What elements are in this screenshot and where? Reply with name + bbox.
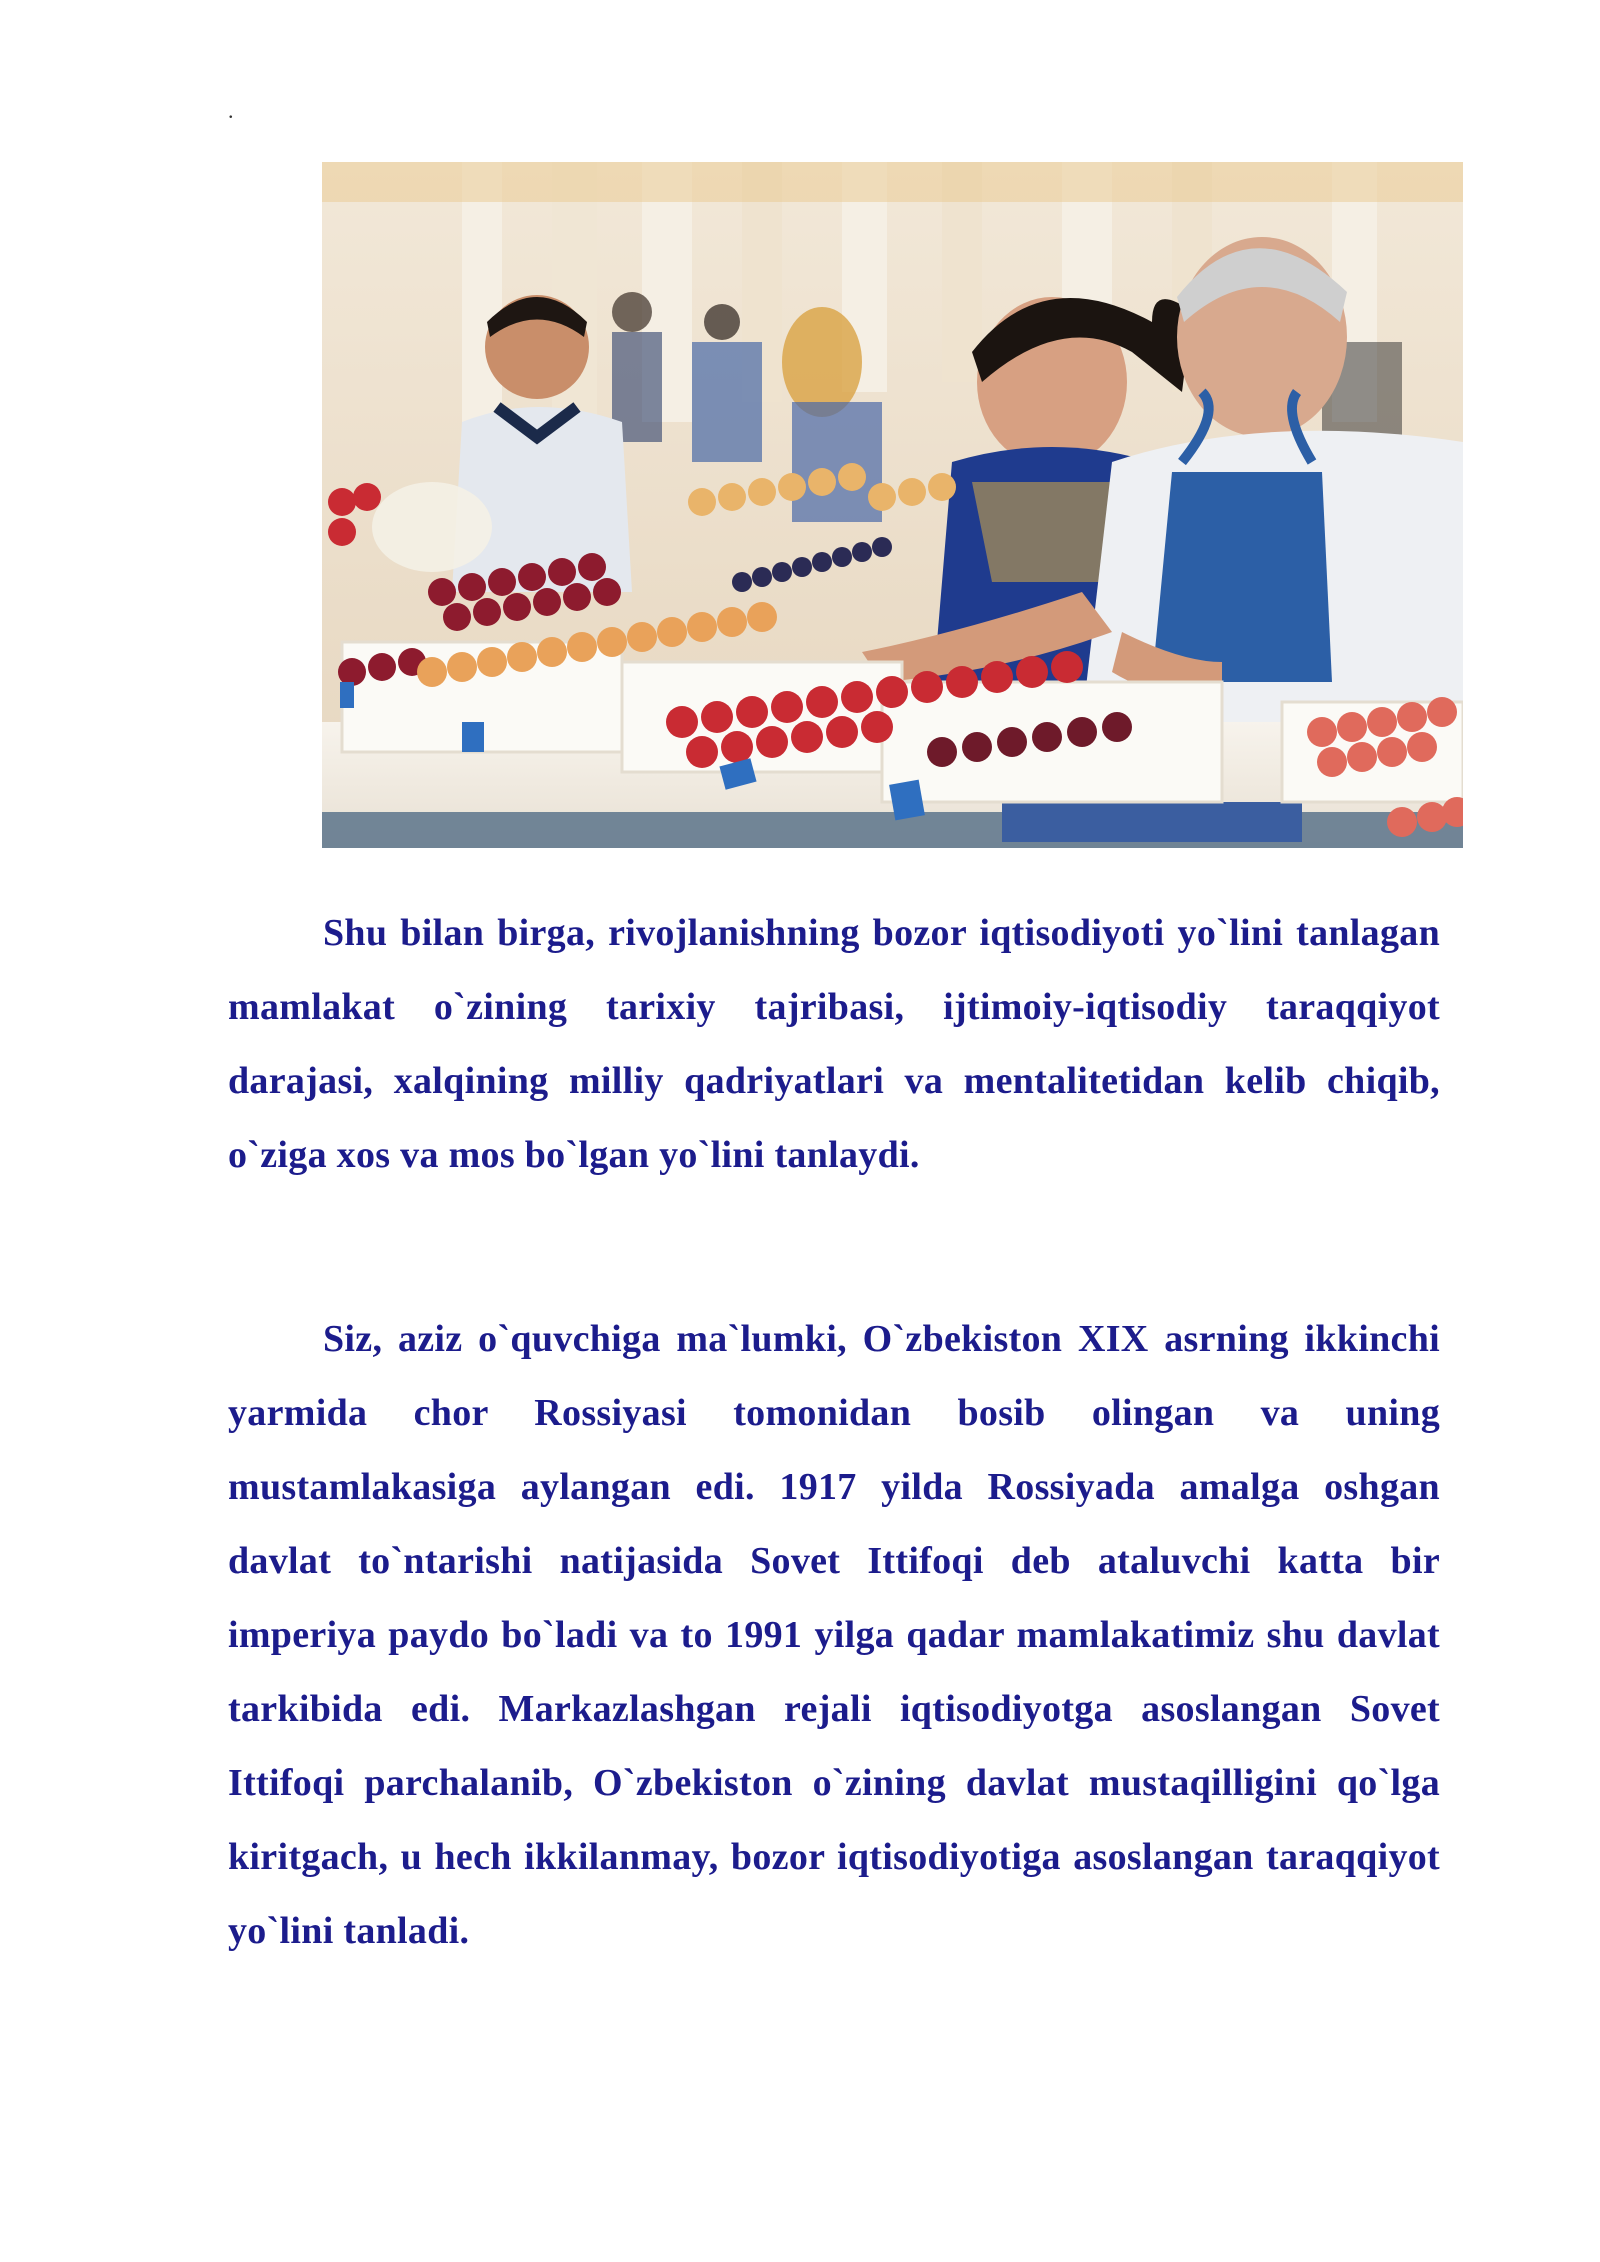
market-photo bbox=[322, 162, 1463, 848]
paragraph-1: Shu bilan birga, rivojlanishning bozor iqtisodiyoti yo`lini tanlagan mamlakat o`zining tarixiy tajribasi, ijtimoiy-iqtisodiy taraqqiyot darajasi, xalqining milliy qadriyatlari va mentalitetidan kelib chiqib, o`ziga xos va mos bo`lgan yo`lini tanlaydi. bbox=[228, 912, 1440, 1176]
page-mark: . bbox=[228, 98, 234, 123]
paragraph-2: Siz, aziz o`quvchiga ma`lumki, O`zbekiston XIX asrning ikkinchi yarmida chor Rossiyasi tomonidan bosib olingan va uning mustamlakasiga aylangan edi. 1917 yilda Rossiyada amalga oshgan davlat to`ntarishi natijasida Sovet Ittifoqi deb ataluvchi katta bir imperiya paydo bo`ladi va to 1991 yilga qadar mamlakatimiz shu davlat tarkibida edi. Markazlashgan rejali iqtisodiyotga asoslangan Sovet Ittifoqi parchalanib, O`zbekiston o`zining davlat mustaqilligini qo`lga kiritgach, u hech ikkilanmay, bozor iqtisodiyotiga asoslangan taraqqiyot yo`lini tanladi. bbox=[228, 1318, 1440, 1952]
